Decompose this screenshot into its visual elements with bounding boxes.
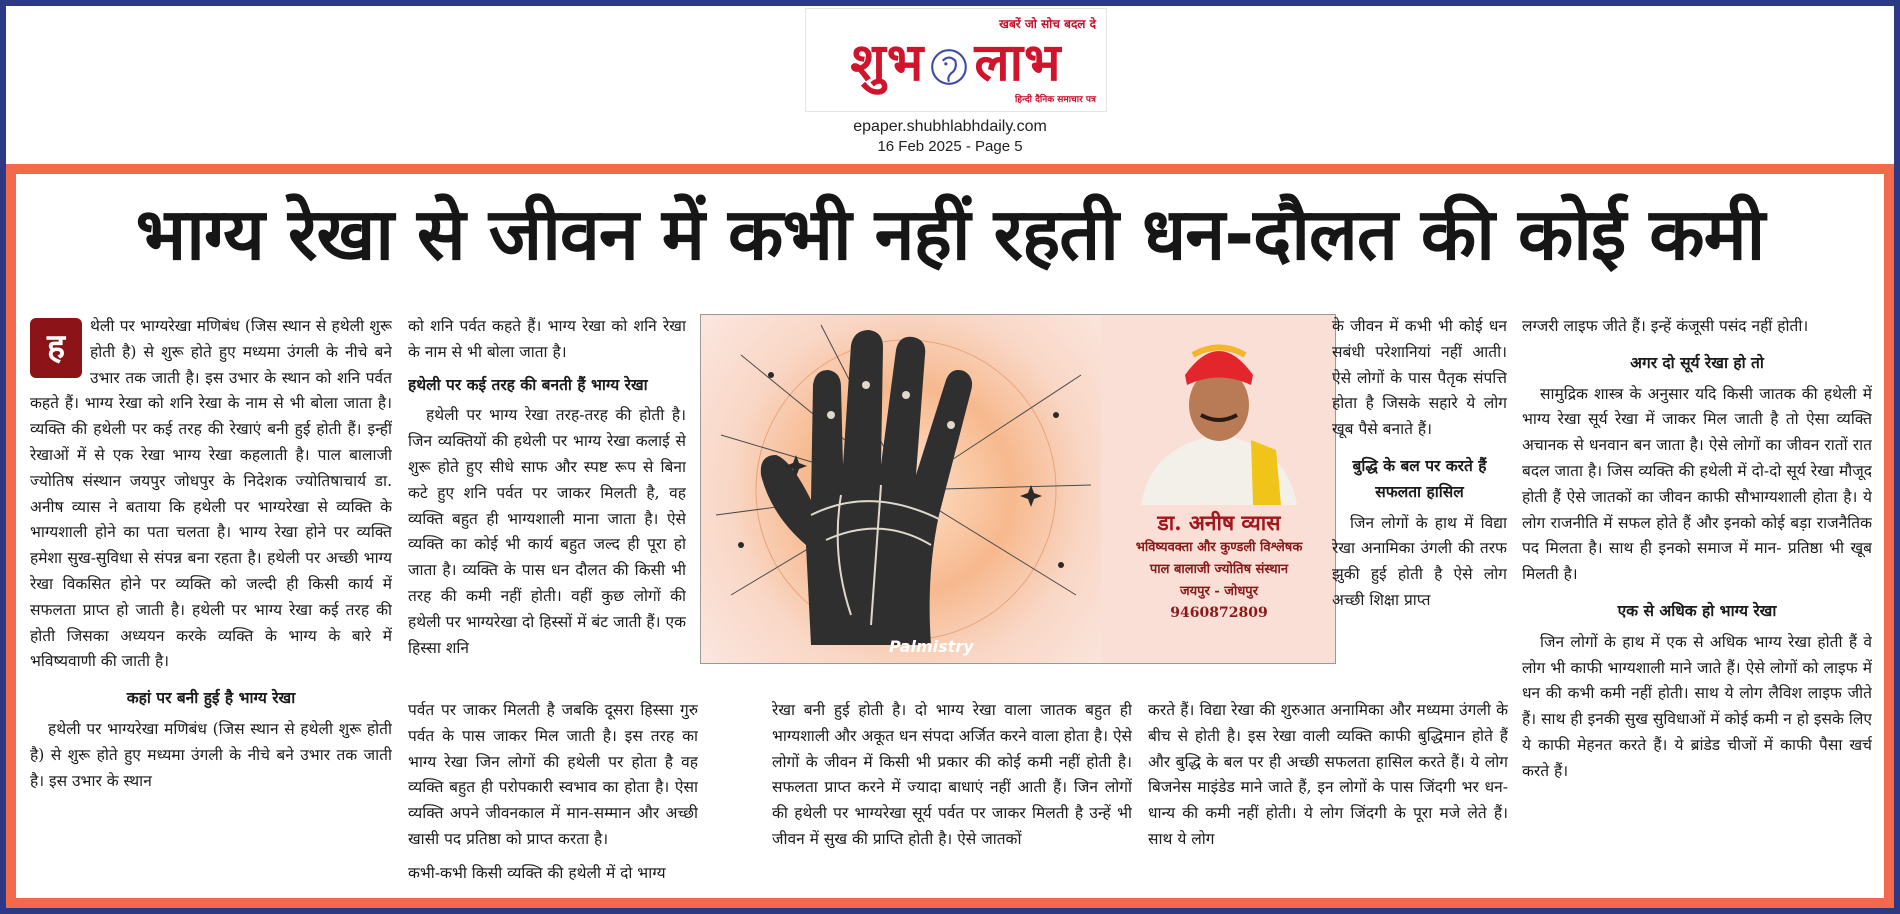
article-photo[interactable] (700, 314, 1336, 664)
person-portrait-icon (1101, 315, 1336, 505)
article-column-3 (1332, 314, 1507, 662)
paragraph: जिन लोगों के हाथ में विद्या रेखा अनामिका उंगली की तरफ झुकी हुई होती है ऐसे लोग अच्छी शिक्षा प्राप्त (1332, 513, 1507, 609)
article-area (16, 174, 1884, 898)
edition-date-page: 16 Feb 2025 - Page 5 (877, 138, 1023, 155)
paragraph: पर्वत पर जाकर मिलती है जबकि दूसरा हिस्सा गुरु पर्वत के पास जाकर मिल जाती है। इस तरह का भाग्य रेखा जिन लोगों की हथेली पर होता है वह व्यक्ति बहुत ही परोपकारी स्वभाव का होता है। ऐसा व्यक्ति अपने जीवनकाल में मान-सम्मान और अच्छी खासी पद प्रतिष्ठा को प्राप्त करता है। (408, 701, 698, 848)
palm-hand-icon (701, 315, 1101, 664)
paragraph: के जीवन में कभी भी कोई धन सबंधी परेशानियां नहीं आती। ऐसे लोगों के पास पैतृक संपत्ति होता है जिसके सहारे ये लोग खूब पैसे बनाते हैं। (1332, 317, 1507, 439)
paragraph: कभी-कभी किसी व्यक्ति की हथेली में दो भाग्य (408, 863, 666, 882)
caption-city: जयपुर - जोधपुर (1179, 584, 1259, 599)
article-column-2-lower (408, 698, 698, 898)
palmistry-label: Palmistry (889, 637, 974, 656)
article-column-lower-middle (772, 698, 1132, 898)
subheading: कहां पर बनी हुई है भाग्य रेखा (126, 688, 296, 708)
palmistry-illustration (701, 315, 1101, 664)
paragraph: सामुद्रिक शास्त्र के अनुसार यदि किसी जातक की हथेली में भाग्य रेखा सूर्य रेखा में जाकर मिल जाती है तो ऐसा व्यक्ति अचानक से धनवान बन जाता है। ऐसे लोगों का जीवन रातों रात बदल जाता है। जिस व्यक्ति की हथेली में दो-दो सूर्य रेखा मौजूद होती हैं ऐसे जातकों का जीवन काफी सौभाग्यशाली होता है। ये लोग राजनीति में सफल होते हैं और इनको कोई बड़ा राजनैतिक पद मिलता है। साथ ही इनको समाज में मान- प्रतिष्ठा भी खूब मिलती है। (1522, 384, 1872, 584)
logo-wordmark (806, 25, 1106, 96)
newspaper-page (6, 164, 1894, 908)
subheading: हथेली पर कई तरह की बनती हैं भाग्य रेखा (408, 374, 648, 394)
caption-org: पाल बालाजी ज्योतिष संस्थान (1149, 562, 1289, 577)
article-column-1 (30, 314, 392, 894)
dropcap: ह (30, 318, 82, 378)
logo-tagline: खबरें जो सोच बदल दे (999, 17, 1096, 31)
subheading: बुद्धि के बल पर करते हैं सफलता हासिल (1352, 455, 1487, 501)
newspaper-logo[interactable] (805, 8, 1107, 112)
epaper-url[interactable]: epaper.shubhlabhdaily.com (853, 118, 1047, 135)
caption-name: डा. अनीष व्यास (1157, 510, 1281, 535)
paragraph: हथेली पर भाग्य रेखा तरह-तरह की होती है। जिन व्यक्तियों की हथेली पर भाग्य रेखा कलाई से शुरू होते हुए सीधे साफ और स्पष्ट रूप से बिना कटे हुए शनि पर्वत पर जाकर मिलती है, वह व्यक्ति बहुत ही भाग्यशाली माना जाता है। ऐसे व्यक्ति का कोई भी कार्य बहुत जल्द ही पूरा हो जाता है। व्यक्ति के पास धन दौलत की किसी भी तरह की कमी नहीं होती। वहीं कुछ लोगों की हथेली पर भाग्यरेखा दो हिस्सों में बंट जाती हैं। एक हिस्सा शनि (408, 406, 686, 657)
article-column-4 (1522, 314, 1872, 894)
masthead (6, 6, 1894, 164)
paragraph: लग्जरी लाइफ जीते हैं। इन्हें कंजूसी पसंद नहीं होती। (1522, 317, 1809, 335)
paragraph: रेखा बनी हुई होती है। दो भाग्य रेखा वाला जातक बहुत ही भाग्यशाली और अकूत धन संपदा अर्जित करने वाला होता है। ऐसे लोगों के जीवन में किसी भी प्रकार की कोई कमी नहीं होती है। सफलता प्राप्त करने में ज्यादा बाधाएं नहीं आती हैं। जिन लोगों की हथेली पर भाग्यरेखा सूर्य पर्वत पर जाकर मिलती है उन्हें भी जीवन में सुख की प्राप्ति होती है। ऐसे जातकों (772, 701, 1132, 848)
paragraph: को शनि पर्वत कहते हैं। भाग्य रेखा को शनि रेखा के नाम से भी बोला जाता है। (408, 317, 686, 361)
article-column-lower-right (1148, 698, 1508, 898)
paragraph: करते हैं। विद्या रेखा की शुरुआत अनामिका और मध्यमा उंगली के बीच से होती है। इस रेखा वाली व्यक्ति काफी बुद्धिमान होते हैं और बुद्धि के बल पर ही अच्छी सफलता हासिल करते हैं। ये लोग बिजनेस माइंडेड माने जाते हैं, इन लोगों के पास जिंदगी भर धन- धान्य की कमी नहीं होती। ये लोग जिंदगी के पूरा मजे लेते हैं। साथ ये लोग (1148, 701, 1508, 848)
ganesh-icon (928, 46, 970, 88)
logo-subtitle: हिन्दी दैनिक समाचार पत्र (1014, 95, 1096, 105)
article-headline: भाग्य रेखा से जीवन में कभी नहीं रहती धन-दौलत की कोई कमी (135, 192, 1765, 276)
caption-role: भविष्यवक्ता और कुण्डली विश्लेषक (1135, 540, 1303, 555)
logo-text-left: शुभ (850, 32, 925, 93)
subheading: एक से अधिक हो भाग्य रेखा (1617, 600, 1777, 620)
paragraph: जिन लोगों के हाथ में एक से अधिक भाग्य रेखा होती हैं वे लोग भी काफी भाग्यशाली माने जाते हैं। ऐसे लोगों को लाइफ में धन की कभी कमी नहीं होती। साथ ये लोग लैविश लाइफ जीते हैं। साथ ही इनकी सुख सुविधाओं में कोई कमी न हो इसके लिए ये काफी मेहनत करते हैं। ये ब्रांडेड चीजों में काफी पैसा खर्च करते हैं। (1522, 632, 1872, 780)
paragraph: हथेली पर भाग्यरेखा मणिबंध (जिस स्थान से हथेली शुरू होती है) से शुरू होते हुए मध्यमा उंगली के नीचे बने उभार तक जाती है। इस उभार के स्थान (30, 719, 392, 790)
paragraph: थेली पर भाग्यरेखा मणिबंध (जिस स्थान से हथेली शुरू होती है) से शुरू होते हुए मध्यमा उंगली के नीचे बने उभार तक जाती है। इस उभार के स्थान को शनि पर्वत कहते हैं। भाग्य रेखा को शनि रेखा के नाम से भी बोला जाता है। व्यक्ति की हथेली पर कई तरह की रेखाएं बनी हुई होती हैं। इन्हीं रेखाओं में से एक रेखा भाग्य रेखा कहलाती है। पाल बालाजी ज्योतिष संस्थान जयपुर जोधपुर के निदेशक ज्योतिषाचार्य डा. अनीष व्यास ने बताया कि हथेली पर भाग्यरेखा से व्यक्ति के भाग्यशाली होने का पता चलता है। भाग्य रेखा होने पर व्यक्ति हमेशा सुख-सुविधा से संपन्न बना रहता है। हथेली पर अच्छी भाग्य रेखा विकसित होने पर व्यक्ति को जल्दी ही किसी कार्य में सफलता प्राप्त हो जाती है। हथेली पर भाग्य रेखा कई तरह की होती जिसका अध्ययन करके व्यक्ति के भाग्य के बारे में भविष्यवाणी की जाती है। (30, 317, 392, 671)
logo-text-right: लाभ (974, 32, 1062, 93)
subheading: अगर दो सूर्य रेखा हो तो (1630, 352, 1764, 372)
article-column-2 (408, 314, 686, 704)
caption-phone: 9460872809 (1170, 605, 1268, 621)
